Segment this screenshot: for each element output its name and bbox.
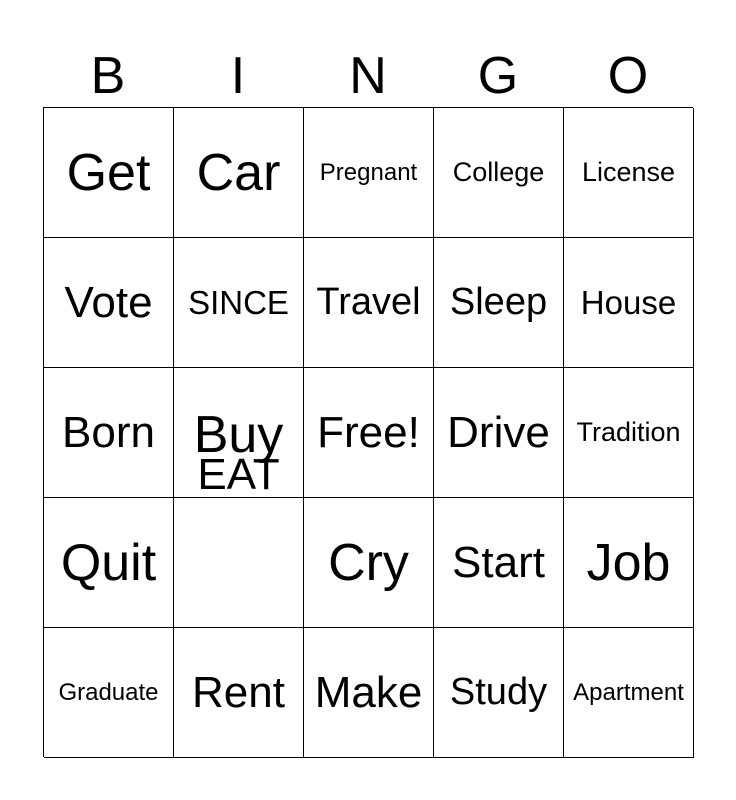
header-letter-i: I xyxy=(230,47,246,105)
bingo-cell: Drive xyxy=(434,368,564,498)
bingo-cell: Make xyxy=(304,628,434,758)
bingo-cell: Cry xyxy=(304,498,434,628)
bingo-cell: College xyxy=(434,108,564,238)
bingo-cell: Pregnant xyxy=(304,108,434,238)
bingo-cell: Job xyxy=(564,498,694,628)
bingo-cell: Travel xyxy=(304,238,434,368)
bingo-cell-word: Buy xyxy=(193,405,284,464)
bingo-grid xyxy=(43,107,693,757)
bingo-cell: Study xyxy=(434,628,564,758)
bingo-cell: Graduate xyxy=(44,628,174,758)
bingo-header xyxy=(43,48,693,104)
bingo-cell: Get xyxy=(44,108,174,238)
bingo-cell: Born xyxy=(44,368,174,498)
bingo-cell: Rent xyxy=(174,628,304,758)
bingo-cell: House xyxy=(564,238,694,368)
bingo-cell xyxy=(174,368,304,498)
bingo-cell: Start xyxy=(434,498,564,628)
bingo-cell: License xyxy=(564,108,694,238)
bingo-cell: Sleep xyxy=(434,238,564,368)
bingo-cell: Quit xyxy=(44,498,174,628)
header-letter-n: N xyxy=(349,47,387,105)
bingo-cell: SINCE xyxy=(174,238,304,368)
bingo-cell: Tradition xyxy=(564,368,694,498)
bingo-cell-blank xyxy=(174,498,304,628)
header-letter-b: B xyxy=(90,47,126,105)
bingo-cell: Free! xyxy=(304,368,434,498)
header-letter-o: O xyxy=(607,47,649,105)
bingo-cell: Car xyxy=(174,108,304,238)
header-letter-g: G xyxy=(477,47,519,105)
bingo-cell: Vote xyxy=(44,238,174,368)
bingo-cell-overflow-word: EAT xyxy=(197,449,280,498)
bingo-cell: Apartment xyxy=(564,628,694,758)
